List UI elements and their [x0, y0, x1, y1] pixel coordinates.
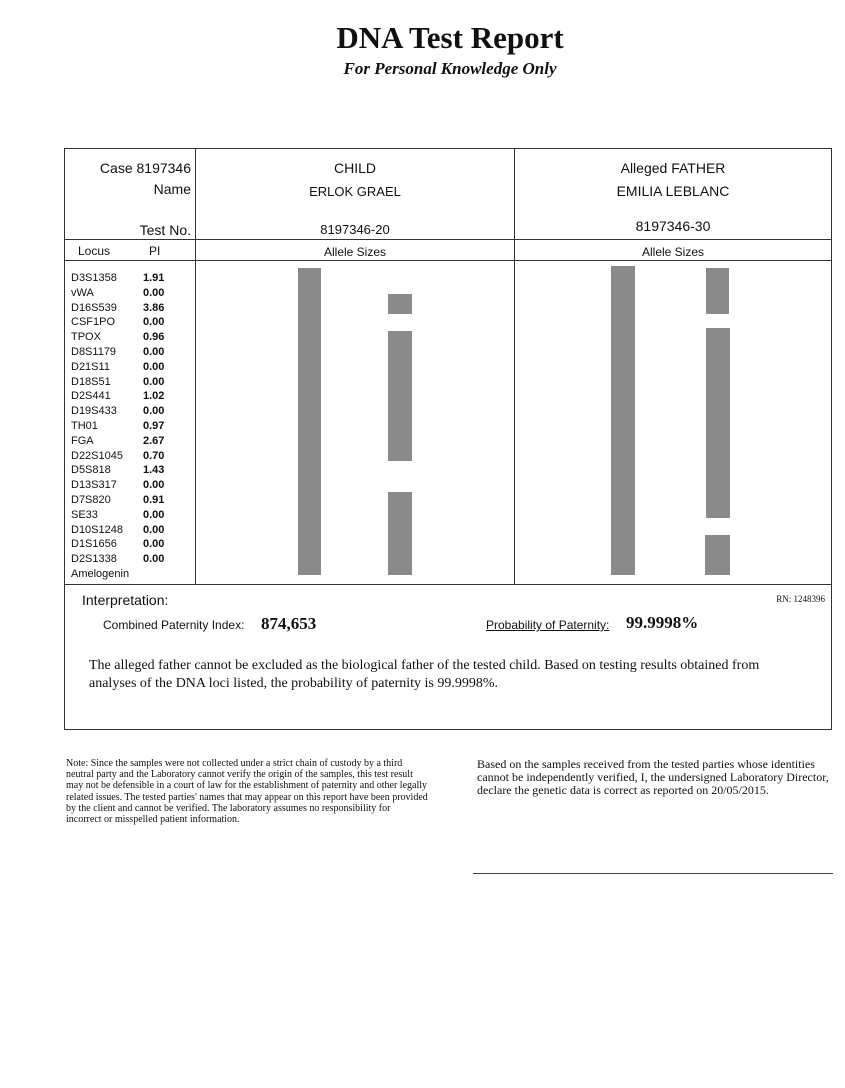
report-title: DNA Test Report [336, 20, 564, 55]
locus-name: TPOX [71, 331, 101, 344]
locus-name: D1S1656 [71, 538, 117, 551]
father-role: Alleged FATHER [620, 160, 726, 176]
child-allele-bar [388, 492, 412, 575]
divider-columns [65, 260, 831, 261]
locus-pi: 3.86 [143, 301, 165, 314]
cpi-value: 874,653 [261, 614, 317, 633]
locus-name: FGA [71, 434, 94, 447]
child-allele-bar [388, 331, 412, 461]
interpretation-label: Interpretation: [82, 592, 169, 608]
father-name: EMILIA LEBLANC [616, 183, 730, 199]
divider-middle [514, 149, 515, 584]
locus-name: D22S1045 [71, 449, 123, 462]
locus-pi: 0.96 [143, 331, 165, 344]
locus-pi: 0.00 [143, 316, 165, 329]
cpi-label: Combined Paternity Index: [103, 618, 245, 632]
locus-pi: 2.67 [143, 434, 165, 447]
child-allele-header: Allele Sizes [323, 245, 387, 259]
divider-left [195, 149, 196, 584]
probability-value: 99.9998% [626, 613, 699, 632]
locus-name: D2S1338 [71, 553, 117, 566]
locus-name: D10S1248 [71, 523, 123, 536]
probability-label: Probability of Paternity: [486, 618, 610, 632]
pi-list [143, 271, 193, 582]
report-table [64, 148, 832, 730]
locus-name: Amelogenin [71, 567, 130, 580]
locus-name: D21S11 [71, 360, 110, 373]
locus-pi: 0.00 [143, 286, 165, 299]
locus-name: D19S433 [71, 405, 117, 418]
director-declaration: Based on the samples received from the tested parties whose identities cannot be independently verified, I, the undersigned Laboratory Director, declare the genetic data is correct as reported on 20/05/2015. [477, 757, 829, 797]
father-allele-bar [611, 266, 635, 575]
interpretation-statement: The alleged father cannot be excluded as the biological father of the tested child. Based on testing results obtained from analyses of the DNA loci listed, the probability of paternity is 99.9998%. [89, 658, 760, 691]
locus-pi: 0.91 [143, 493, 165, 506]
test-no-label: Test No. [139, 222, 191, 238]
report-subtitle: For Personal Knowledge Only [343, 59, 557, 78]
locus-name: TH01 [71, 419, 98, 432]
signature-line [473, 873, 833, 874]
child-allele-bar [298, 268, 321, 575]
locus-name: vWA [71, 286, 94, 299]
locus-name: D2S441 [71, 390, 111, 403]
locus-pi [143, 567, 193, 582]
locus-name: D5S818 [71, 464, 111, 477]
case-label: Case 8197346 [99, 160, 191, 176]
locus-column-header: Locus [78, 244, 111, 258]
locus-pi: 1.91 [143, 272, 165, 284]
locus-pi: 1.43 [143, 464, 165, 477]
locus-name: SE33 [71, 508, 98, 521]
father-test-no: 8197346-30 [635, 218, 711, 234]
legal-note: Note: Since the samples were not collected under a strict chain of custody by a third neutral party and the Laboratory cannot verify the origin of the samples, this test result may not be defensible in a court of law for the establishment of paternity and other legally related issues. The tested parties' names that may appear on this report have been provided by the client and cannot be verified. The laboratory assumes no responsibility for incorrect or misspelled patient information. [66, 758, 428, 826]
father-allele-bar [706, 328, 730, 518]
locus-pi: 0.97 [143, 419, 165, 432]
locus-pi: 0.70 [143, 449, 165, 462]
locus-pi: 0.00 [143, 553, 165, 566]
record-number: RN: 1248396 [776, 594, 825, 604]
locus-name: D3S1358 [71, 272, 117, 284]
locus-name: D18S51 [71, 375, 111, 388]
locus-pi: 0.00 [143, 345, 165, 358]
locus-pi: 0.00 [143, 405, 165, 418]
pi-column-header: PI [149, 244, 161, 258]
locus-name: D13S317 [71, 479, 117, 492]
locus-pi: 0.00 [143, 538, 165, 551]
locus-name: D7S820 [71, 493, 111, 506]
father-allele-bar [705, 535, 730, 575]
name-label: Name [153, 181, 191, 197]
locus-name: D8S1179 [71, 345, 117, 358]
divider-data [65, 584, 831, 585]
child-role: CHILD [333, 160, 376, 176]
child-name: ERLOK GRAEL [309, 184, 401, 199]
child-test-no: 8197346-20 [320, 222, 390, 237]
father-allele-bar [706, 268, 729, 314]
locus-pi: 0.00 [143, 523, 165, 536]
divider-header [65, 239, 831, 240]
locus-pi: 1.02 [143, 390, 165, 403]
loci-list [71, 271, 145, 582]
locus-name: D16S539 [71, 301, 117, 314]
locus-name: CSF1PO [71, 316, 116, 329]
locus-pi: 0.00 [143, 360, 165, 373]
child-allele-bar [388, 294, 412, 314]
locus-pi: 0.00 [143, 508, 165, 521]
father-allele-header: Allele Sizes [641, 245, 705, 259]
locus-pi: 0.00 [143, 375, 165, 388]
locus-pi: 0.00 [143, 479, 165, 492]
